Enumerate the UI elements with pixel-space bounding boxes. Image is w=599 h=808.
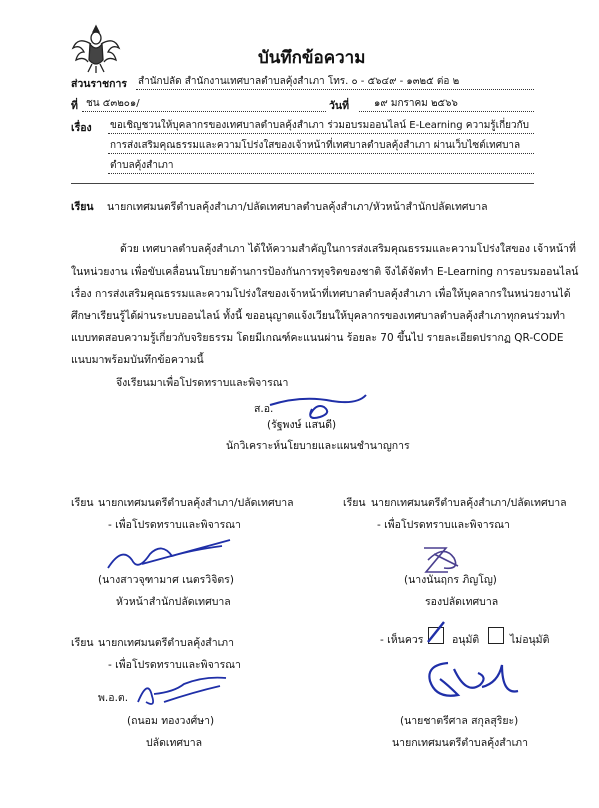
body-line-1: ด้วย เทศบาลตำบลคุ้งสำเภา ได้ให้ความสำคัญในการส่งเสริมคุณธรรมและความโปร่งใสของ เจ้าหน้าที่ xyxy=(120,243,576,255)
body-line-2: ในหน่วยงาน เพื่อขับเคลื่อนนโยบายด้านการป้องกันการทุจริตของชาติ จึงได้จัดทำ E-Learning การอบรมออนไลน์ xyxy=(71,266,579,278)
right-block-1-name: (นางนันฤกร ภิญโญ) xyxy=(404,574,497,586)
left-block-2-prefix: พ.อ.ต. xyxy=(98,692,129,704)
signer-1-position: นักวิเคราะห์นโยบายและแผนชำนาญการ xyxy=(226,440,410,452)
ref-value: ชน ๕๓๒๐๑/ xyxy=(86,98,140,109)
signer-1-name: (รัฐพงษ์ แสนดี) xyxy=(267,419,337,431)
left-block-2-to: นายกเทศมนตรีตำบลคุ้งสำเภา xyxy=(98,637,234,649)
right-block-1-position: รองปลัดเทศบาล xyxy=(425,596,499,608)
left-block-1-label: เรียน xyxy=(71,497,94,509)
right-block-2-name: (นายชาตรีศาล สกุลสุริยะ) xyxy=(400,715,519,727)
subject-line-3: ตำบลคุ้งสำเภา xyxy=(110,160,174,171)
document-title: บันทึกข้อความ xyxy=(258,48,366,68)
body-line-4: ศึกษาเรียนรู้ได้ผ่านระบบออนไลน์ ทั้งนี้ ขออนุญาตแจ้งเวียนให้บุคลากรของเทศบาลตำบลคุ้งสำเภาทุกคนร่วมทำ xyxy=(71,310,566,322)
decision-opinion: - เห็นควร xyxy=(380,634,424,646)
left-block-1-position: หัวหน้าสำนักปลัดเทศบาล xyxy=(116,596,231,608)
body-line-3: เรื่อง การส่งเสริมคุณธรรมและความโปร่งใสของเจ้าหน้าที่เทศบาลตำบลคุ้งสำเภา เพื่อให้บุคลากรในหน่วยงานได้ xyxy=(71,288,571,300)
check-mark-icon xyxy=(424,620,448,648)
left-block-1-note: - เพื่อโปรดทราบและพิจารณา xyxy=(108,519,241,531)
salutation-value: นายกเทศมนตรีตำบลคุ้งสำเภา/ปลัดเทศบาลตำบลคุ้งสำเภา/หัวหน้าสำนักปลัดเทศบาล xyxy=(107,201,488,213)
signature-5 xyxy=(418,655,528,707)
garuda-emblem-icon xyxy=(70,22,122,74)
left-block-2-position: ปลัดเทศบาล xyxy=(146,737,203,749)
signer-1-prefix: ส.อ. xyxy=(254,403,274,415)
subject-line-1: ขอเชิญชวนให้บุคลากรของเทศบาลตำบลคุ้งสำเภา ร่วมอบรมออนไลน์ E-Learning ความรู้เกี่ยวกับ xyxy=(110,120,530,131)
body-line-6: แนบมาพร้อมบันทึกข้อความนี้ xyxy=(71,354,204,366)
ref-label: ที่ xyxy=(71,100,78,112)
reject-checkbox[interactable] xyxy=(488,627,504,644)
date-label: วันที่ xyxy=(329,100,349,112)
subject-line-2: การส่งเสริมคุณธรรมและความโปร่งใสของเจ้าหน้าที่เทศบาลตำบลคุ้งสำเภา ผ่านเว็บไซต์เทศบาล xyxy=(110,140,521,151)
agency-label: ส่วนราชการ xyxy=(71,78,128,90)
subject-label: เรื่อง xyxy=(71,122,92,134)
left-block-2-label: เรียน xyxy=(71,637,94,649)
body-line-5: แบบทดสอบความรู้เกี่ยวกับจริยธรรม โดยมีเกณฑ์คะแนนผ่าน ร้อยละ 70 ขึ้นไป รายละเอียดปรากฏ QR-CODE xyxy=(71,332,564,344)
closing-text: จึงเรียนมาเพื่อโปรดทราบและพิจารณา xyxy=(116,377,289,389)
right-block-2-position: นายกเทศมนตรีตำบลคุ้งสำเภา xyxy=(392,737,528,749)
left-block-1-name: (นางสาวจุฑามาศ เนตรวิจิตร) xyxy=(98,574,234,586)
right-block-1-note: - เพื่อโปรดทราบและพิจารณา xyxy=(377,519,510,531)
approve-label: อนุมัติ xyxy=(452,634,480,646)
reject-label: ไม่อนุมัติ xyxy=(510,634,550,646)
right-block-1-to: นายกเทศมนตรีตำบลคุ้งสำเภา/ปลัดเทศบาล xyxy=(371,497,567,509)
left-block-2-note: - เพื่อโปรดทราบและพิจารณา xyxy=(108,659,241,671)
left-block-1-to: นายกเทศมนตรีตำบลคุ้งสำเภา/ปลัดเทศบาล xyxy=(98,497,294,509)
agency-value: สำนักปลัด สำนักงานเทศบาลตำบลคุ้งสำเภา โทร. ๐ - ๕๖๔๙ - ๑๓๒๕ ต่อ ๒ xyxy=(138,76,460,87)
right-block-1-label: เรียน xyxy=(343,497,366,509)
left-block-2-name: (ถนอม ทองวงศ์ษา) xyxy=(127,715,215,727)
signature-2 xyxy=(102,536,242,576)
signature-4 xyxy=(134,672,234,712)
date-value: ๑๙ มกราคม ๒๕๖๖ xyxy=(374,98,458,109)
salutation-label: เรียน xyxy=(71,201,94,213)
